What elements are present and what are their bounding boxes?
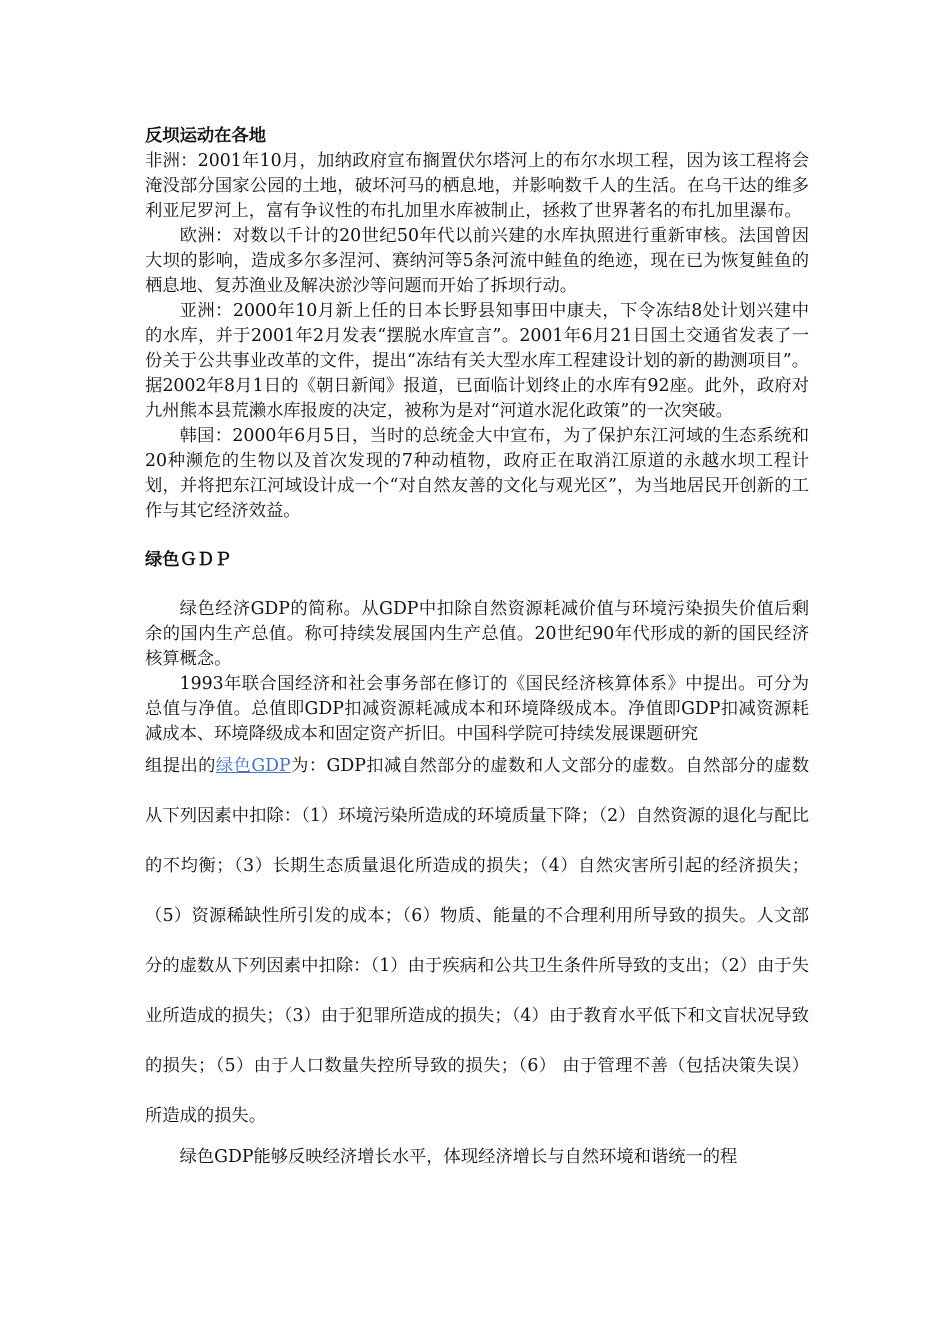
paragraph-green-gdp-intro: 绿色经济GDP的简称。从GDP中扣除自然资源耗减价值与环境污染损失价值后剩余的国内生产总值。称可持续发展国内生产总值。20世纪90年代形成的新的国民经济核算概念。 (145, 599, 809, 669)
green-gdp-link[interactable]: 绿色GDP (215, 756, 291, 776)
section-title-dam-movement: 反坝运动在各地 (145, 126, 266, 146)
paragraph-green-gdp-reflects: 绿色GDP能够反映经济增长水平，体现经济增长与自然环境和谐统一的程 (179, 1147, 738, 1167)
definition-tight-lines: 1993年联合国经济和社会事务部在修订的《国民经济核算体系》中提出。可分为总值与净值。总值即GDP扣减资源耗减成本和环境降级成本。净值即GDP扣减资源耗减成本、环境降级成本和固定资产折旧。中国科学院可持续发展课题研究 (145, 674, 809, 744)
definition-text-after-link: 为：GDP扣减自然部分的虚数和人文部分的虚数。自然部分的虚数从下列因素中扣除：（1）环境污染所造成的环境质量下降；（2）自然资源的退化与配比的不均衡；（3）长期生态质量退化所造成的损失；（4）自然灾害所引起的经济损失；（5）资源稀缺性所引发的成本；（6）物质、能量的不合理利用所导致的损失。人文部分的虚数从下列因素中扣除：（1）由于疾病和公共卫生条件所导致的支出；（2）由于失业所造成的损失；（3）由于犯罪所造成的损失；（4）由于教育水平低下和文盲状况导致的损失；（5）由于人口数量失控所导致的损失；（6） 由于管理不善（包括决策失误）所造成的损失。 (145, 756, 809, 1126)
definition-text-before-link: 组提出的 (145, 756, 216, 776)
section-title-green-gdp: 绿色ＧＤＰ (145, 550, 232, 570)
paragraph-korea: 韩国：2000年6月5日，当时的总统金大中宣布，为了保护东江河域的生态系统和20种濒危的生物以及首次发现的7种动植物，政府正在取消江原道的永越水坝工程计划，并将把东江河域设计成一个“对自然友善的文化与观光区”，为当地居民开创新的工作与其它经济效益。 (145, 426, 809, 521)
paragraph-africa: 非洲：2001年10月，加纳政府宣布搁置伏尔塔河上的布尔水坝工程，因为该工程将会淹没部分国家公园的土地，破坏河马的栖息地，并影响数千人的生活。在乌干达的维多利亚尼罗河上，富有争议性的布扎加里水库被制止，拯救了世界著名的布扎加里瀑布。 (145, 151, 809, 221)
paragraph-asia: 亚洲：2000年10月新上任的日本长野县知事田中康夫，下令冻结8处计划兴建中的水库，并于2001年2月发表“摆脱水库宣言”。2001年6月21日国土交通省发表了一份关于公共事业改革的文件，提出“冻结有关大型水库工程建设计划的新的勘测项目”。据2002年8月1日的《朝日新闻》报道，已面临计划终止的水库有92座。此外，政府对九州熊本县荒濑水库报废的决定，被称为是对“河道水泥化政策”的一次突破。 (145, 301, 809, 421)
paragraph-green-gdp-definition-part2 (145, 741, 809, 1141)
paragraph-europe: 欧洲：对数以千计的20世纪50年代以前兴建的水库执照进行重新审核。法国曾因大坝的影响，造成多尔多涅河、赛纳河等5条河流中鲑鱼的绝迹，现在已为恢复鲑鱼的栖息地、复苏渔业及解决淤沙等问题而开始了拆坝行动。 (145, 226, 809, 296)
document-page (145, 124, 809, 1170)
